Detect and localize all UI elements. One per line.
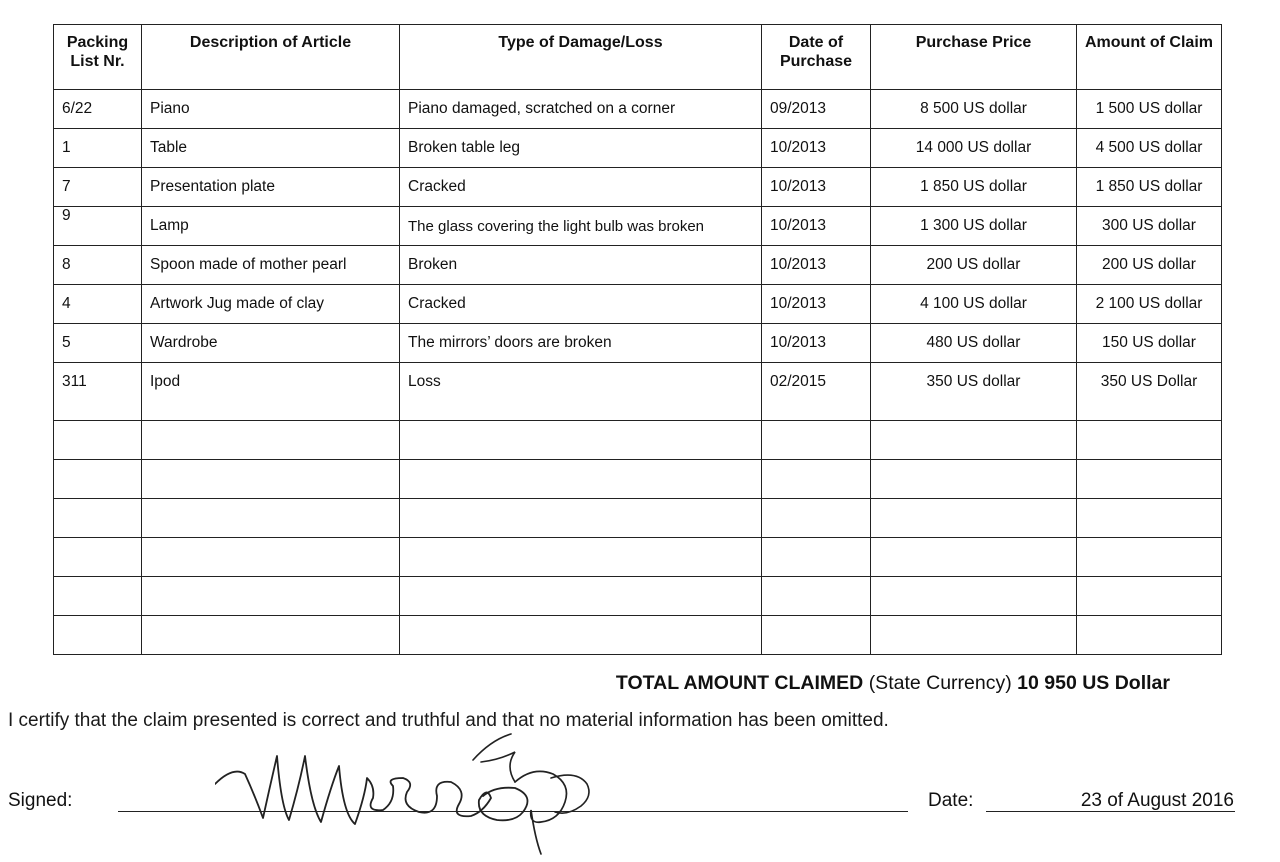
header-description: Description of Article bbox=[142, 25, 400, 90]
cell-date: 10/2013 bbox=[762, 324, 871, 363]
empty-cell bbox=[1077, 577, 1222, 616]
table-row bbox=[54, 246, 1222, 285]
header-claim: Amount of Claim bbox=[1077, 25, 1222, 90]
empty-cell bbox=[142, 616, 400, 655]
cell-date: 02/2015 bbox=[762, 363, 871, 421]
cell-price: 200 US dollar bbox=[871, 246, 1077, 285]
cell-description: Ipod bbox=[142, 363, 400, 421]
signed-label: Signed: bbox=[8, 790, 73, 811]
cell-packing: 9 bbox=[54, 207, 142, 246]
cell-date: 09/2013 bbox=[762, 90, 871, 129]
cell-date: 10/2013 bbox=[762, 129, 871, 168]
cell-price: 1 850 US dollar bbox=[871, 168, 1077, 207]
empty-cell bbox=[762, 421, 871, 460]
empty-cell bbox=[871, 616, 1077, 655]
cell-packing: 6/22 bbox=[54, 90, 142, 129]
cell-type: The glass covering the light bulb was broken bbox=[400, 207, 762, 246]
empty-row bbox=[54, 616, 1222, 655]
cell-description: Artwork Jug made of clay bbox=[142, 285, 400, 324]
cell-packing: 1 bbox=[54, 129, 142, 168]
cell-price: 350 US dollar bbox=[871, 363, 1077, 421]
empty-cell bbox=[142, 421, 400, 460]
cell-claim: 200 US dollar bbox=[1077, 246, 1222, 285]
cell-claim: 150 US dollar bbox=[1077, 324, 1222, 363]
empty-cell bbox=[400, 538, 762, 577]
empty-cell bbox=[54, 577, 142, 616]
empty-cell bbox=[400, 421, 762, 460]
cell-type: Broken table leg bbox=[400, 129, 762, 168]
empty-cell bbox=[400, 577, 762, 616]
cell-claim: 300 US dollar bbox=[1077, 207, 1222, 246]
total-amount: 10 950 US Dollar bbox=[1017, 672, 1170, 694]
cell-date: 10/2013 bbox=[762, 246, 871, 285]
date-label: Date: bbox=[928, 790, 974, 811]
empty-cell bbox=[142, 538, 400, 577]
cell-packing: 8 bbox=[54, 246, 142, 285]
cell-type: Piano damaged, scratched on a corner bbox=[400, 90, 762, 129]
cell-type: Cracked bbox=[400, 168, 762, 207]
header-packing: Packing List Nr. bbox=[54, 25, 142, 90]
table-row bbox=[54, 324, 1222, 363]
empty-row bbox=[54, 421, 1222, 460]
empty-cell bbox=[762, 460, 871, 499]
empty-cell bbox=[54, 460, 142, 499]
empty-cell bbox=[762, 616, 871, 655]
cell-description: Lamp bbox=[142, 207, 400, 246]
cell-packing: 7 bbox=[54, 168, 142, 207]
total-amount-claimed bbox=[616, 672, 1170, 695]
empty-cell bbox=[400, 499, 762, 538]
empty-row bbox=[54, 538, 1222, 577]
cell-type: Broken bbox=[400, 246, 762, 285]
empty-cell bbox=[762, 499, 871, 538]
empty-cell bbox=[871, 460, 1077, 499]
cell-description: Table bbox=[142, 129, 400, 168]
cell-price: 1 300 US dollar bbox=[871, 207, 1077, 246]
cell-description: Wardrobe bbox=[142, 324, 400, 363]
cell-claim: 2 100 US dollar bbox=[1077, 285, 1222, 324]
cell-price: 4 100 US dollar bbox=[871, 285, 1077, 324]
empty-cell bbox=[1077, 499, 1222, 538]
header-price: Purchase Price bbox=[871, 25, 1077, 90]
empty-cell bbox=[400, 460, 762, 499]
empty-cell bbox=[142, 577, 400, 616]
empty-row bbox=[54, 499, 1222, 538]
cell-price: 8 500 US dollar bbox=[871, 90, 1077, 129]
empty-cell bbox=[871, 421, 1077, 460]
empty-cell bbox=[142, 460, 400, 499]
empty-cell bbox=[871, 499, 1077, 538]
cell-description: Spoon made of mother pearl bbox=[142, 246, 400, 285]
empty-cell bbox=[142, 499, 400, 538]
empty-cell bbox=[762, 538, 871, 577]
cell-packing: 311 bbox=[54, 363, 142, 421]
date-value: 23 of August 2016 bbox=[1080, 790, 1234, 811]
total-label: TOTAL AMOUNT CLAIMED bbox=[615, 672, 864, 694]
cell-date: 10/2013 bbox=[762, 285, 871, 324]
cell-price: 480 US dollar bbox=[871, 324, 1077, 363]
cell-date: 10/2013 bbox=[762, 207, 871, 246]
cell-description: Presentation plate bbox=[142, 168, 400, 207]
empty-cell bbox=[1077, 538, 1222, 577]
empty-cell bbox=[1077, 421, 1222, 460]
empty-cell bbox=[400, 616, 762, 655]
table-row bbox=[54, 90, 1222, 129]
cell-claim: 4 500 US dollar bbox=[1077, 129, 1222, 168]
claims-table bbox=[53, 24, 1222, 655]
cell-type: Loss bbox=[400, 363, 762, 421]
empty-cell bbox=[871, 577, 1077, 616]
cell-packing: 4 bbox=[54, 285, 142, 324]
cell-type: The mirrors’ doors are broken bbox=[400, 324, 762, 363]
empty-cell bbox=[1077, 616, 1222, 655]
cell-claim: 1 500 US dollar bbox=[1077, 90, 1222, 129]
cell-price: 14 000 US dollar bbox=[871, 129, 1077, 168]
empty-cell bbox=[54, 616, 142, 655]
cell-claim: 1 850 US dollar bbox=[1077, 168, 1222, 207]
empty-cell bbox=[54, 421, 142, 460]
cell-date: 10/2013 bbox=[762, 168, 871, 207]
total-currency-note: (State Currency) bbox=[868, 672, 1012, 694]
cell-type: Cracked bbox=[400, 285, 762, 324]
header-date: Date of Purchase bbox=[762, 25, 871, 90]
handwritten-signature bbox=[215, 726, 615, 856]
empty-cell bbox=[54, 499, 142, 538]
table-row bbox=[54, 168, 1222, 207]
certification-statement: I certify that the claim presented is correct and truthful and that no material information has been omitted. bbox=[8, 710, 889, 731]
empty-cell bbox=[54, 538, 142, 577]
empty-cell bbox=[1077, 460, 1222, 499]
table-row bbox=[54, 207, 1222, 246]
table-header-row bbox=[54, 25, 1222, 90]
cell-packing: 5 bbox=[54, 324, 142, 363]
cell-description: Piano bbox=[142, 90, 400, 129]
empty-cell bbox=[871, 538, 1077, 577]
table-row bbox=[54, 285, 1222, 324]
header-type: Type of Damage/Loss bbox=[400, 25, 762, 90]
table-row bbox=[54, 363, 1222, 421]
empty-row bbox=[54, 460, 1222, 499]
empty-row bbox=[54, 577, 1222, 616]
table-row bbox=[54, 129, 1222, 168]
cell-claim: 350 US Dollar bbox=[1077, 363, 1222, 421]
empty-cell bbox=[762, 577, 871, 616]
